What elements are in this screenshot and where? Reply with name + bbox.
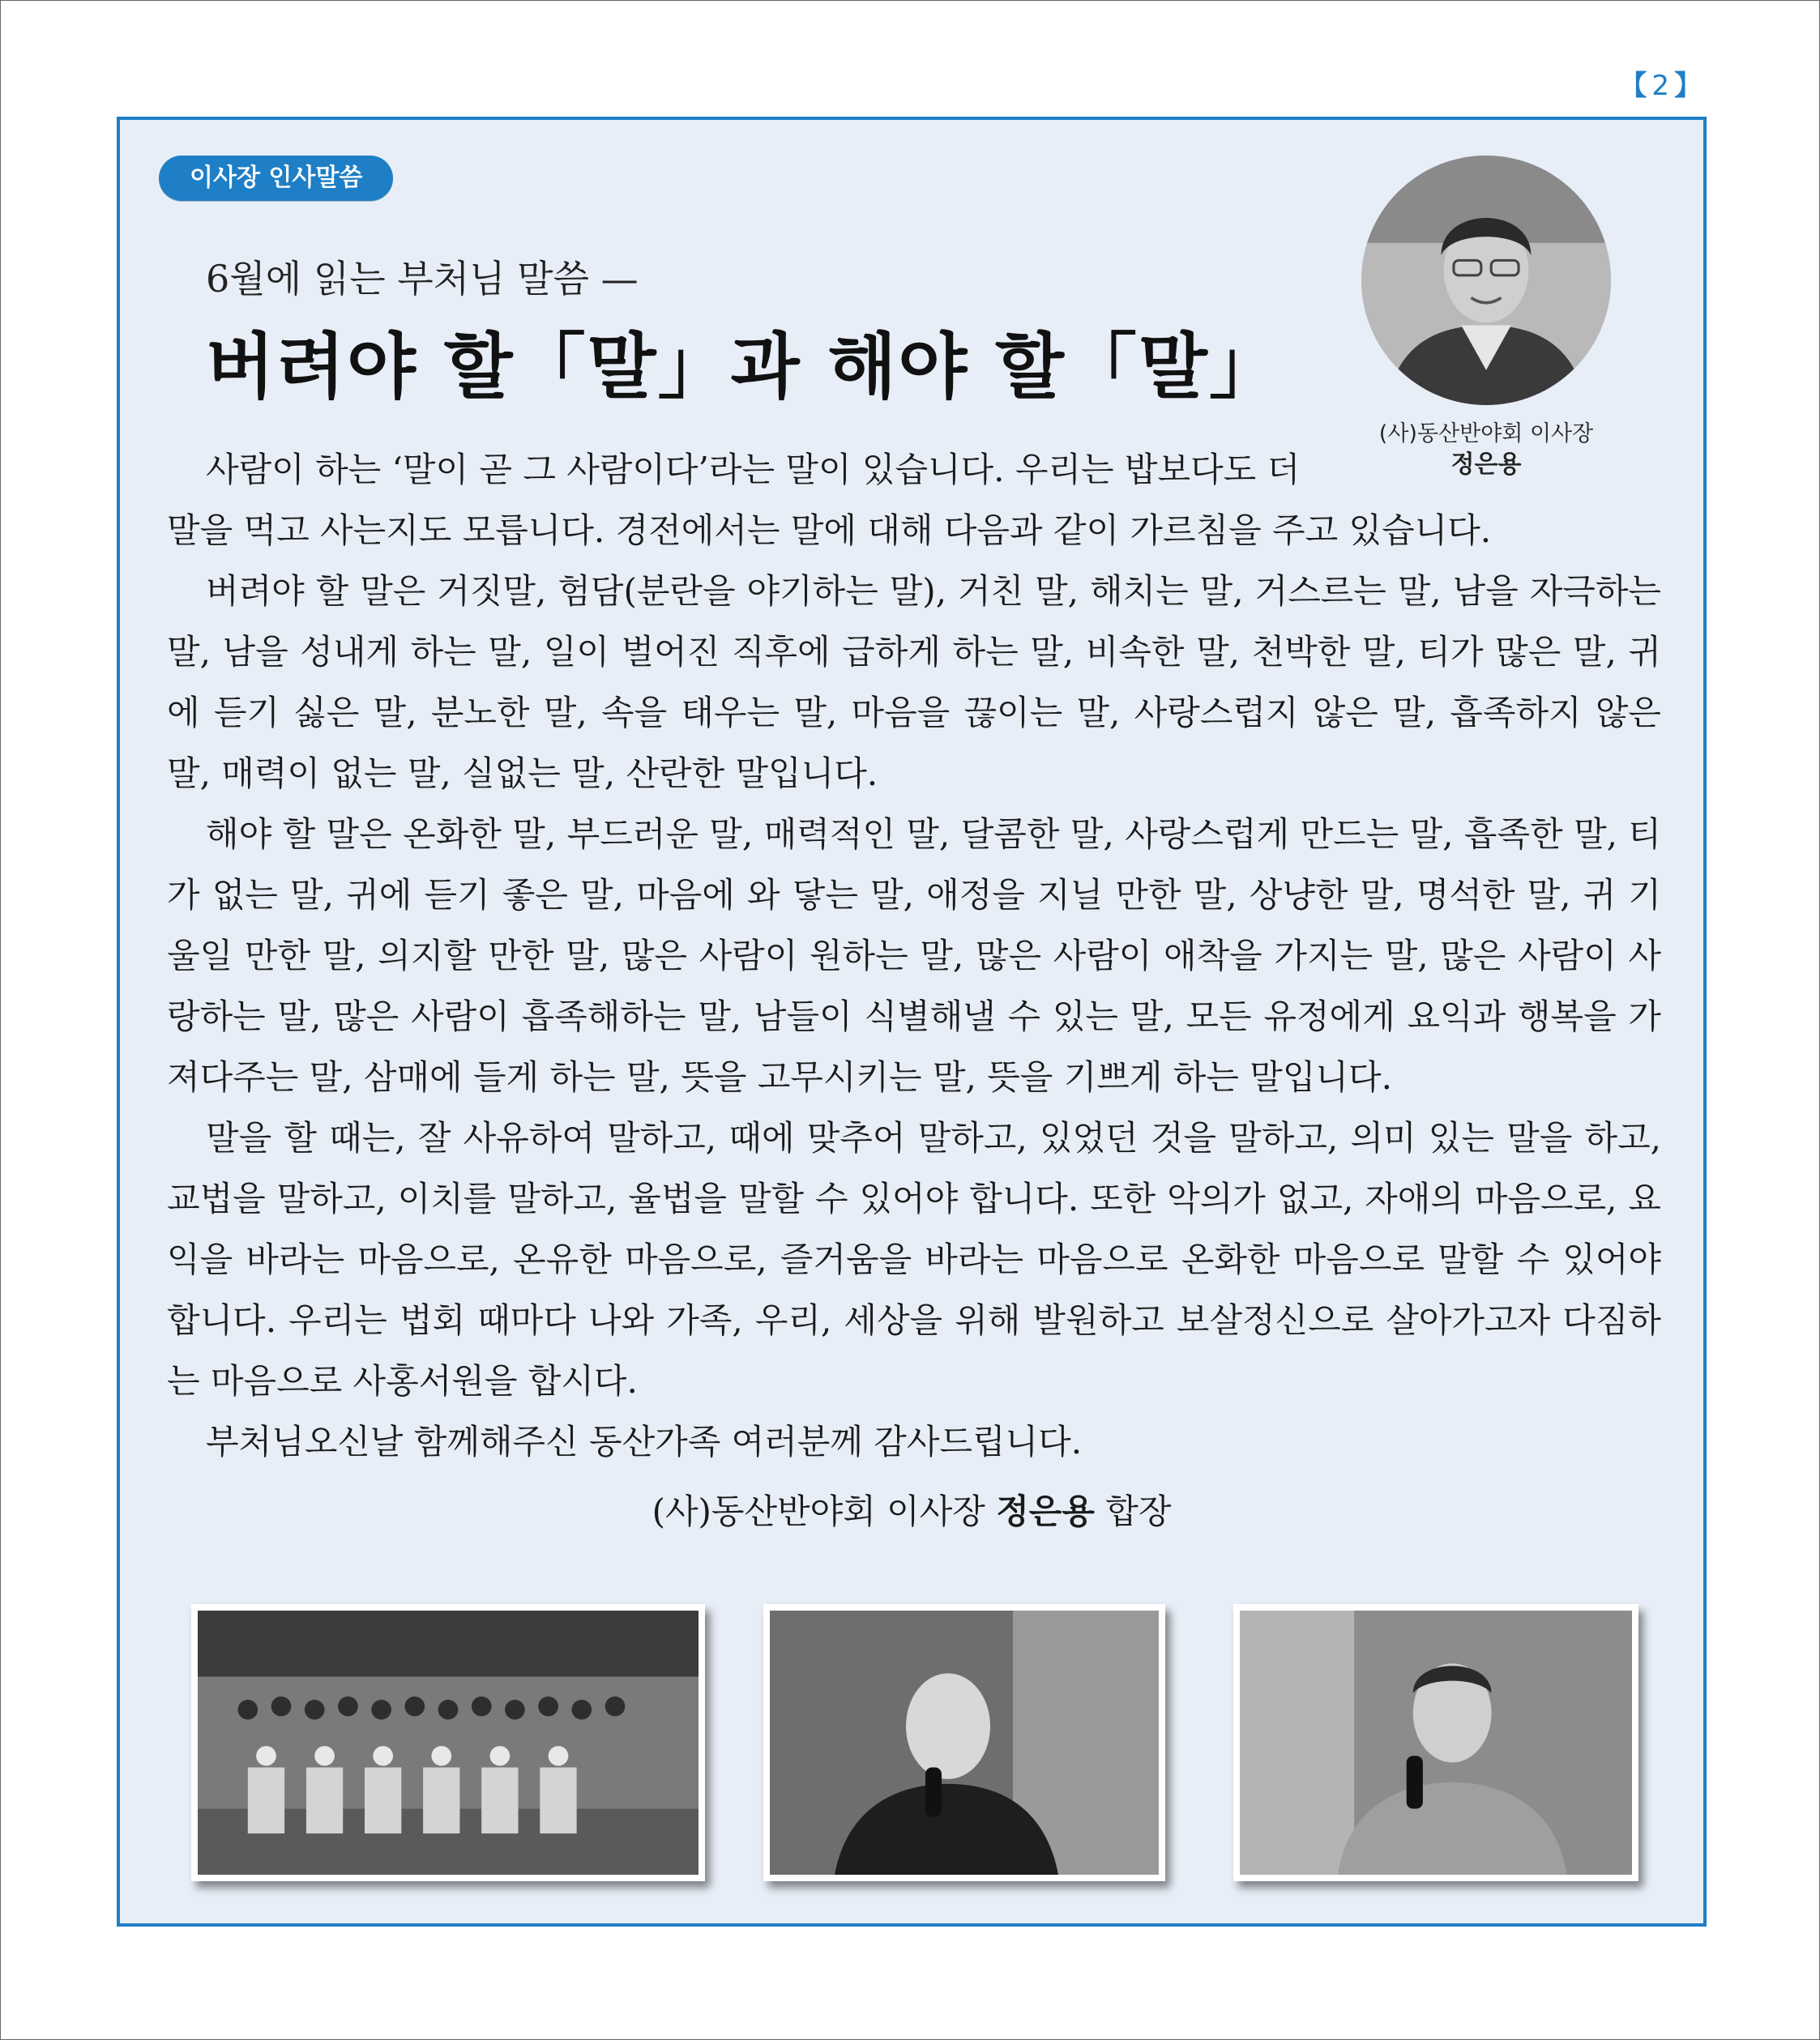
page-number-open-bracket: 【 [1619,70,1652,102]
group-photo-image [198,1611,699,1875]
page-number-value: 2 [1651,70,1674,102]
closing-signature [120,1485,1703,1534]
body-paragraph-4: 해야 할 말은 온화한 말, 부드러운 말, 매력적인 말, 달콤한 말, 사랑스럽게 만드는 말, 흡족한 말, 티가 없는 말, 귀에 듣기 좋은 말, 마음에 와 닿는 말, 애정을 지닐 만한 말, 상냥한 말, 명석한 말, 귀 기울일 만한 말, 의지할 만한 말, 많은 사람이 원하는 말, 많은 사람이 애착을 가지는 말, 많은 사람이 사랑하는 말, 많은 사람이 흡족해하는 말, 남들이 식별해낼 수 있는 말, 모든 유정에게 요익과 행복을 가져다주는 말, 삼매에 들게 하는 말, 뜻을 고무시키는 말, 뜻을 기쁘게 하는 말입니다. [167,814,1661,1097]
body-paragraph-3: 버려야 할 말은 거짓말, 험담(분란을 야기하는 말), 거친 말, 해치는 말, 거스르는 말, 남을 자극하는 말, 남을 성내게 하는 말, 일이 벌어진 직후에 급하게 하는 말, 비속한 말, 천박한 말, 티가 많은 말, 귀에 듣기 싫은 말, 분노한 말, 속을 태우는 말, 마음을 끊이는 말, 사랑스럽지 않은 말, 흡족하지 않은 말, 매력이 없는 말, 실없는 말, 산란한 말입니다. [167,571,1661,793]
body-paragraph-6: 부처님오신날 함께해주신 동산가족 여러분께 감사드립니다. [206,1422,1083,1462]
section-tag: 이사장 인사말씀 [159,156,393,201]
body-paragraph-2: 말을 먹고 사는지도 모릅니다. 경전에서는 말에 대해 다음과 같이 가르침을 주고 있습니다. [167,510,1492,550]
portrait-image [1361,156,1611,405]
chairman-speaking-image [1240,1611,1632,1875]
closing-suffix: 합장 [1094,1492,1172,1531]
article-title: 버려야 할「말」과 해야 할「말」 [206,324,1282,408]
page-number [1619,63,1707,103]
article-body [167,439,1661,1472]
article-panel [117,117,1707,1927]
monk-speaking-photo [763,1604,1165,1881]
group-photo [191,1604,705,1881]
page-number-close-bracket: 】 [1674,70,1707,102]
closing-prefix: (사)동산반야회 이사장 [652,1492,997,1531]
body-paragraph-5: 말을 할 때는, 잘 사유하여 말하고, 때에 맞추어 말하고, 있었던 것을 말하고, 의미 있는 말을 하고, 교법을 말하고, 이치를 말하고, 율법을 말할 수 있어야 합니다. 또한 악의가 없고, 자애의 마음으로, 요익을 바라는 마음으로, 온유한 마음으로, 즐거움을 바라는 마음으로 온화한 마음으로 말할 수 있어야 합니다. 우리는 법회 때마다 나와 가족, 우리, 세상을 위해 발원하고 보살정신으로 살아가고자 다짐하는 마음으로 사홍서원을 합시다. [167,1118,1661,1401]
portrait-photo [1361,156,1611,405]
article-subtitle: 6월에 읽는 부처님 말씀 — [206,257,639,301]
chairman-speaking-photo [1233,1604,1638,1881]
body-paragraph-1: 사람이 하는 ‘말이 곧 그 사람이다’라는 말이 있습니다. 우리는 밥보다도 더 [206,450,1301,489]
portrait-caption-org: (사)동산반야회 이사장 [1378,421,1594,446]
closing-name: 정은용 [996,1492,1095,1531]
monk-speaking-image [770,1611,1159,1875]
portrait-caption-name: 정은용 [1450,450,1522,479]
